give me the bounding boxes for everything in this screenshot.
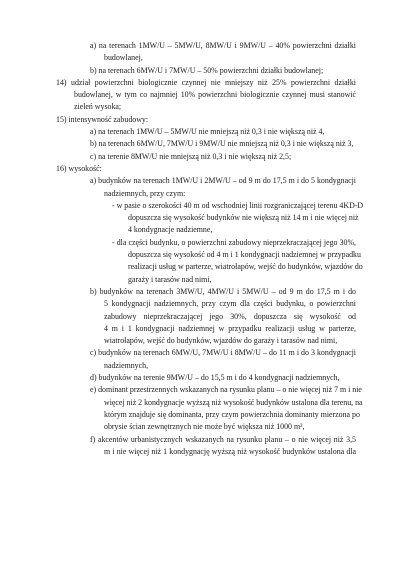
text-line: b) budynków na terenach 3MW/U, 4MW/U i 5MW/U – od 9 m do 17,5 m i do xyxy=(90,286,356,296)
text-line: c) na terenie 8MW/U nie mniejszą niż 0,3 i nie większą niż 2,5; xyxy=(90,151,292,161)
text-line: a) na terenach 1MW/U – 5MW/U nie mniejszą niż 0,3 i nie większą niż 4, xyxy=(90,127,325,137)
text-line: a) na terenach 1MW/U – 5MW/U, 8MW/U i 9MW/U – 40% powierzchni działki xyxy=(90,41,356,50)
text-line: b) na terenach 6MW/U, 7MW/U i 9MW/U nie mniejszą niż 0,3 i nie większą niż 3, xyxy=(90,139,354,149)
text-line: b) na terenach 6MW/U i 7MW/U – 50% powierzchni działki budowlanej; xyxy=(90,65,324,75)
text-line: wiatrołapów, wejść do budynków, wjazdów do garaży i tarasów nad nimi, xyxy=(104,336,338,346)
text-line: 4 kondygnacje nadziemne, xyxy=(128,225,213,235)
text-line: dopuszcza się wysokość budynków nie większą niż 14 m i nie więcej niż xyxy=(128,213,359,223)
text-line: nadziemnych, przy czym: xyxy=(104,188,186,198)
text-line: zieleń wysoka; xyxy=(74,102,122,112)
text-line: dopuszcza się wysokość od 4 m i 1 kondygnacji nadziemnej w przypadku xyxy=(128,250,361,260)
text-line: 14) udział powierzchni biologicznie czynnej nie mniejszy niż 25% powierzchni działki xyxy=(56,77,356,87)
text-line: - w pasie o szerokości 40 m od wschodniej linii rozgraniczającej terenu 4KD-D xyxy=(112,200,364,210)
text-line: realizacji usług w parterze, wiatrołapów, wejść do budynków, wjazdów do xyxy=(128,262,363,272)
text-line: budowlanej, w tym co najmniej 10% powierzchni biologicznie czynnej musi stanowić xyxy=(74,90,356,100)
text-line: e) dominant przestrzennych wskazanych na rysunku planu – o nie więcej niż 7 m i nie xyxy=(90,385,362,395)
text-line: 15) intensywność zabudowy: xyxy=(56,114,149,124)
text-line: zabudowy nieprzekraczającej jego 30%, dopuszcza się wysokość od xyxy=(104,311,356,321)
text-line: c) budynków na terenach 6MW/U, 7MW/U i 8MW/U – do 11 m i do 3 kondygnacji xyxy=(90,348,356,358)
text-line: którym znajduje się dominanta, przy czym powierzchnia dominanty mierzona po xyxy=(104,409,360,419)
text-line: m i nie więcej niż 1 kondygnację wyższą niż wysokość budynków ustalona dla xyxy=(104,446,356,456)
document-body xyxy=(56,40,364,458)
text-line: obrysie ścian zewnętrznych nie może być większa niż 1000 m², xyxy=(104,422,305,432)
text-line: 16) wysokość: xyxy=(56,163,102,173)
text-line: 4 m i 1 kondygnacji nadziemnej w przypadku realizacji usług w parterze, xyxy=(104,323,356,333)
text-line: - dla części budynku, o powierzchni zabudowy nieprzekraczającej jego 30%, xyxy=(112,237,356,247)
text-line: garaży i tarasów nad nimi, xyxy=(128,274,212,284)
text-line: nadziemnych, xyxy=(104,360,149,370)
text-line: a) budynków na terenach 1MW/U i 2MW/U – od 9 m do 17,5 m i do 5 kondygnacji xyxy=(90,176,356,186)
text-line: budowlanej, xyxy=(104,53,143,63)
text-line: 5 kondygnacji nadziemnych, przy czym dla części budynku, o powierzchni xyxy=(104,299,356,309)
text-line: d) budynków na terenie 9MW/U – do 15,5 m i do 4 kondygnacji nadziemnych, xyxy=(90,373,340,383)
text-line: więcej niż 2 kondygnacje wyższą niż wysokość budynków ustalona dla terenu, na xyxy=(104,397,363,407)
text-line: f) akcentów urbanistycznych wskazanych na rysunku planu – o nie więcej niż 3,5 xyxy=(90,434,356,444)
